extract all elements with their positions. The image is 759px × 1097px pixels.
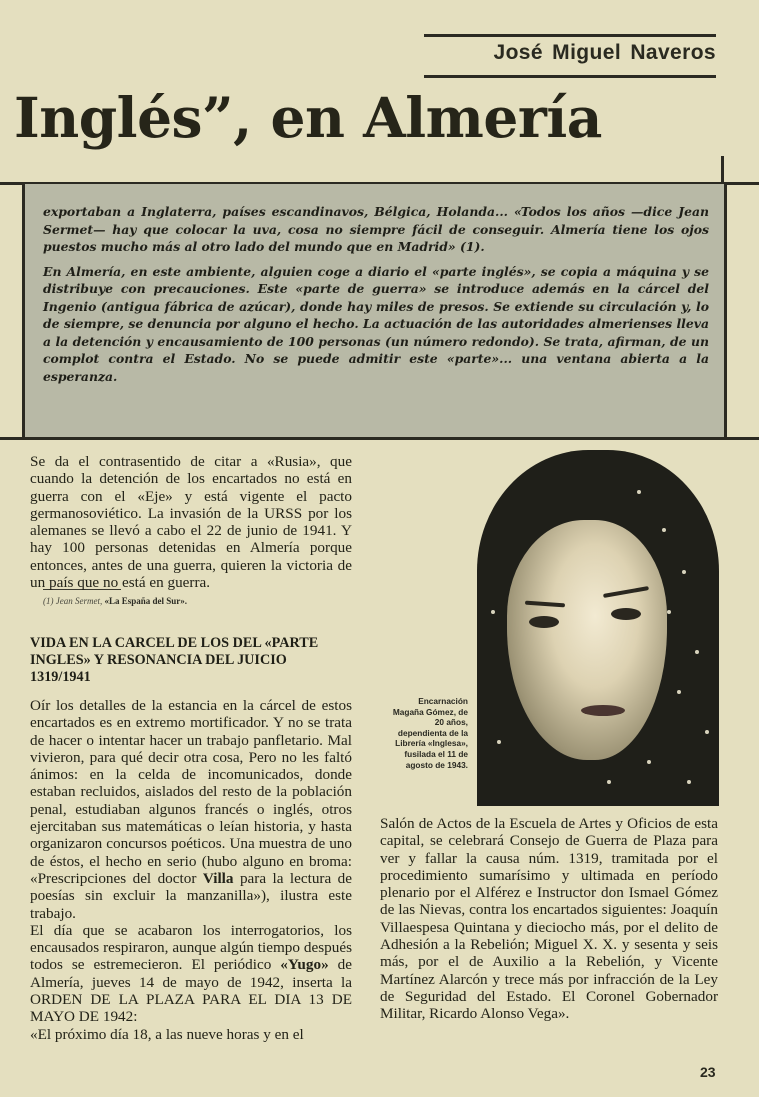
footnote-author: Jean Sermet,	[55, 596, 103, 606]
rule-bottom	[0, 437, 759, 440]
portrait-eye	[529, 616, 559, 628]
veil-dot	[647, 760, 651, 764]
article-headline: Inglés”, en Almería	[14, 85, 602, 150]
body-bold-text: «Yugo»	[280, 956, 329, 974]
boxed-quote-paragraph: exportaban a Inglaterra, países escandinavos, Bélgica, Holanda... «Todos los años —dice Jean Sermet— hay que colocar la uva, cosa no siempre fácil de conseguir. Almería tiene los ojos puestos mucho más al otro lado del mundo que en Madrid» (1).	[43, 204, 709, 254]
veil-dot	[662, 528, 666, 532]
intro-paragraph: Se da el contrasentido de citar a «Rusia», que cuando la detención de los encartados no está en guerra con el «Eje» y está vigente el pacto germanosoviético. La invasión de la URSS por los alemanes se llevó a cabo el 22 de junio de 1941. Y hay 100 personas detenidas en Almería porque entonces, antes de una guerra, quieren la victoria de un país que no está en guerra.	[30, 453, 352, 592]
veil-dot	[687, 780, 691, 784]
body-text: El día que se acabaron los interrogatorios, los encausados respiraron, aunque algún tiempo después todos se estremecieron. El periódico	[30, 921, 352, 974]
veil-dot	[667, 610, 671, 614]
page-number: 23	[700, 1064, 716, 1080]
body-text: de Almería, jueves 14 de mayo de 1942, inserta la ORDEN DE LA PLAZA PARA EL DIA 13 DE MAYO DE 1942:	[30, 956, 352, 1026]
portrait-mouth	[581, 705, 625, 716]
boxed-quote-paragraph: En Almería, en este ambiente, alguien coge a diario el «parte inglés», se copia a máquina y se distribuye con precauciones. Este «parte de guerra» se introduce además en la cárcel del Ingenio (antigua fábrica de azúcar), donde hay miles de presos. Se extiende su circulación y, lo de siempre, se denuncia por alguno el hecho. La actuación de las autoridades almerienses lleva a la detención y encausamiento de 100 personas (un número redondo). Se trata, afirman, de un complot contra el Estado. No se puede admitir este «parte»... una ventana abierta a la esperanza.	[43, 263, 709, 384]
portrait-face	[507, 520, 667, 760]
body-paragraph: Salón de Actos de la Escuela de Artes y Oficios de esta capital, se celebrará Consejo de Guerra de Plaza para ver y fallar la causa núm. 1319, tramitada por el procedimiento sumarísimo y ultimada en período plenario por el Alférez e Instructor don Ismael Gómez de las Nievas, contra los encartados siguientes: Joaquín Villaespesa Quintana y dieciocho más, por el delito de Adhesión a la Rebelión; Miguel X. X. y sesenta y seis más, por el de Auxilio a la Rebelión, y Vicente Martínez Alarcón y trece más por infracción de la Ley de Seguridad del Estado. El Coronel Gobernador Militar, Ricardo Alonso Vega».	[380, 815, 718, 1023]
body-paragraph	[30, 922, 352, 1026]
body-text: para la lectura de poesías sin excluir la manzanilla»), ilustra este trabajo.	[30, 869, 352, 922]
body-bold-text: Villa	[202, 869, 234, 887]
veil-dot	[497, 740, 501, 744]
photo-caption: Encarnación Magaña Gómez, de 20 años, dependienta de la Librería «Inglesa», fusilada el 11 de agosto de 1943.	[392, 696, 468, 770]
portrait-eye	[611, 608, 641, 620]
author-byline-block	[424, 34, 716, 78]
portrait-brow	[525, 601, 565, 608]
veil-dot	[682, 570, 686, 574]
body-paragraph: «El próximo día 18, a las nueve horas y en el	[30, 1025, 304, 1043]
section-heading: VIDA EN LA CARCEL DE LOS DEL «PARTE INGLES» Y RESONANCIA DEL JUICIO 1319/1941	[30, 635, 319, 685]
veil-dot	[637, 490, 641, 494]
body-text: Oír los detalles de la estancia en la cárcel de estos encartados es en extremo mortificador. Y no se trata de hacer o intentar hacer un trabajo panfletario. Mal vivieron, para qué decir otra cosa, Pero no les faltó ánimos: en la celda de incomunicados, donde estaban recluidos, aislados del resto de la población penal, estudiaban algunos francés o inglés, otros ejercitaban sus matemáticas o leían historia, y hasta organizaron concursos poéticos. Una muestra de uno de éstos, el hecho en serio (hubo alguno en broma: «Prescripciones del doctor	[30, 697, 352, 887]
footnote	[43, 596, 187, 606]
veil-dot	[695, 650, 699, 654]
boxed-quote-text	[43, 203, 709, 392]
portrait-photo	[477, 450, 719, 806]
veil-dot	[705, 730, 709, 734]
left-column-body	[30, 697, 352, 1043]
author-name: José Miguel Naveros	[493, 41, 716, 64]
portrait-brow	[603, 586, 649, 598]
footnote-source: «La España del Sur».	[104, 596, 188, 606]
right-column-body	[380, 815, 718, 1023]
veil-dot	[677, 690, 681, 694]
body-paragraph	[30, 697, 352, 922]
veil-dot	[491, 610, 495, 614]
footnote-number: (1)	[43, 596, 54, 606]
left-column-intro	[30, 453, 352, 591]
veil-dot	[607, 780, 611, 784]
